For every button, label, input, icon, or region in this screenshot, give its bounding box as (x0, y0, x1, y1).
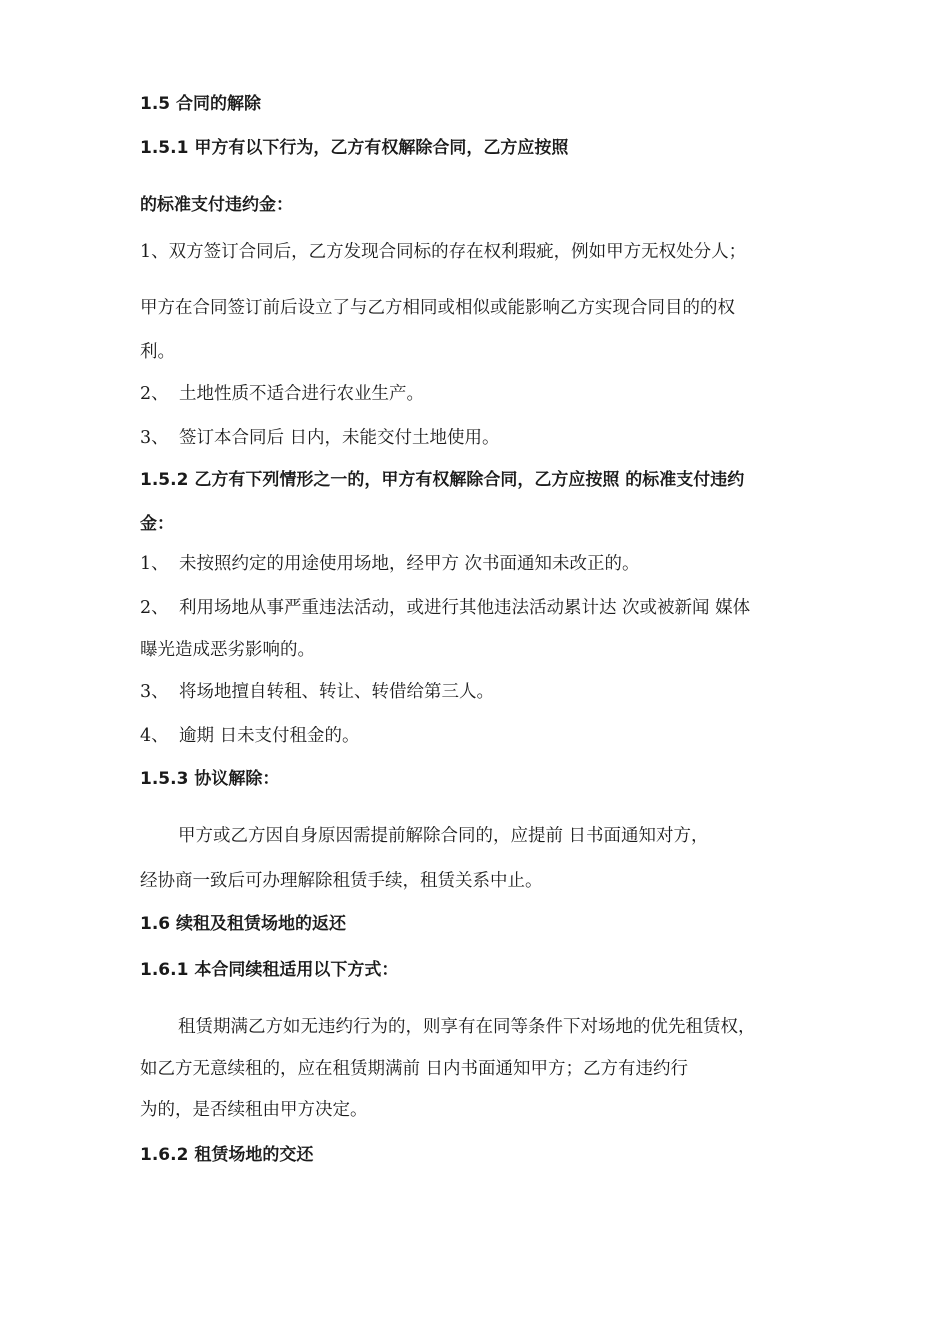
paragraph-line: 租赁期满乙方如无违约行为的，则享有在同等条件下对场地的优先租赁权， (178, 1017, 756, 1037)
heading-1-6: 1.6 续租及租赁场地的返还 (140, 914, 347, 934)
heading-1-6-1: 1.6.1 本合同续租适用以下方式： (140, 960, 399, 980)
list-item-2 (140, 596, 750, 620)
list-number: 3、 (140, 682, 169, 702)
list-text: 将场地擅自转租、转让、转借给第三人。 (179, 682, 494, 702)
list-item-1 (140, 552, 640, 576)
paragraph-line: 曝光造成恶劣影响的。 (140, 640, 315, 660)
heading-1-6-2: 1.6.2 租赁场地的交还 (140, 1145, 314, 1165)
list-number: 1、 (140, 554, 169, 574)
paragraph-line: 如乙方无意续租的，应在租赁期满前 日内书面通知甲方；乙方有违约行 (140, 1059, 689, 1079)
list-text: 土地性质不适合进行农业生产。 (179, 384, 424, 404)
list-item-2 (140, 382, 424, 406)
paragraph-line: 为的，是否续租由甲方决定。 (140, 1100, 368, 1120)
heading-1-5-1-cont: 的标准支付违约金： (140, 195, 293, 215)
list-item-4 (140, 724, 360, 748)
list-number: 2、 (140, 384, 169, 404)
list-item-3 (140, 680, 494, 704)
paragraph-line: 利。 (140, 342, 175, 362)
list-text: 签订本合同后 日内，未能交付土地使用。 (179, 428, 500, 448)
heading-1-5-2: 1.5.2 乙方有下列情形之一的，甲方有权解除合同，乙方应按照 的标准支付违约 (140, 470, 745, 490)
heading-1-5-3: 1.5.3 协议解除： (140, 769, 280, 789)
list-text: 逾期 日未支付租金的。 (179, 726, 360, 746)
paragraph-line: 经协商一致后可办理解除租赁手续，租赁关系中止。 (140, 871, 543, 891)
list-number: 2、 (140, 598, 169, 618)
heading-1-5: 1.5 合同的解除 (140, 94, 262, 114)
paragraph-item-1: 1、双方签订合同后，乙方发现合同标的存在权利瑕疵，例如甲方无权处分人； (140, 242, 747, 262)
list-text: 利用场地从事严重违法活动，或进行其他违法活动累计达 次或被新闻 媒体 (179, 598, 751, 618)
paragraph-line: 甲方在合同签订前后设立了与乙方相同或相似或能影响乙方实现合同目的的权 (140, 298, 735, 318)
list-number: 4、 (140, 726, 169, 746)
list-item-3 (140, 426, 500, 450)
heading-1-5-1: 1.5.1 甲方有以下行为，乙方有权解除合同，乙方应按照 (140, 138, 569, 158)
list-number: 3、 (140, 428, 169, 448)
paragraph-line: 甲方或乙方因自身原因需提前解除合同的，应提前 日书面通知对方， (178, 826, 709, 846)
heading-1-5-2-cont: 金： (140, 514, 174, 534)
list-text: 未按照约定的用途使用场地，经甲方 次书面通知未改正的。 (179, 554, 640, 574)
